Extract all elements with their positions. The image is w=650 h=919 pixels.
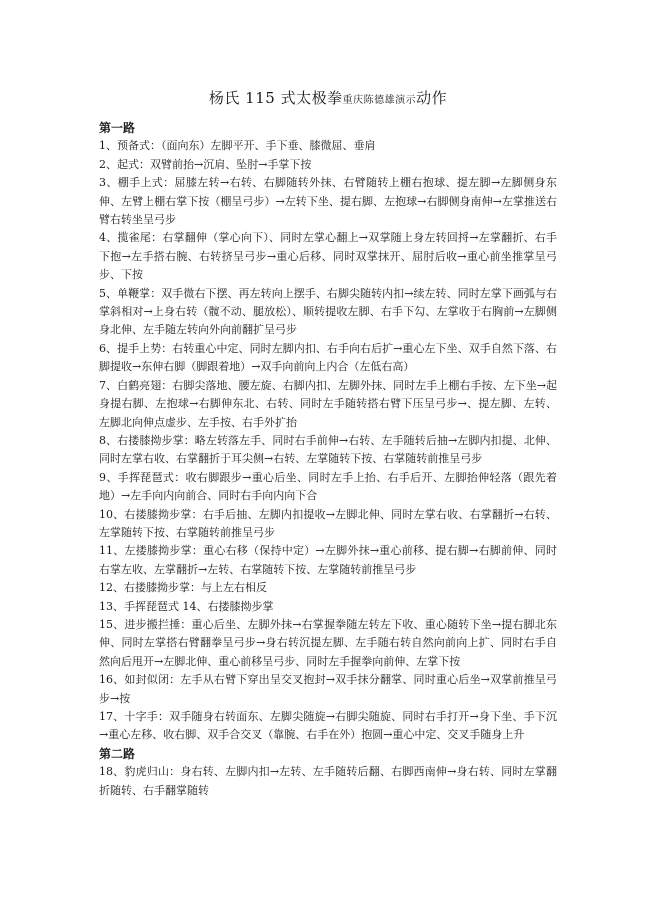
document-title [99,88,557,111]
list-item: 12、右搂膝拗步掌：与上左右相反 [99,581,267,595]
list-item: 6、提手上势：右转重心中定、同时左脚内扣、右手向右后扩→重心左下坐、双手自然下落、右脚提收→东伸右脚（脚跟着地）→双手向前向上内合（左低右高） [99,341,557,374]
list-item: 2、起式：双臂前抬→沉肩、坠肘→手掌下按 [99,157,312,171]
list-item: 4、揽雀尾：右掌翻伸（掌心向下）、同时左掌心翻上→双掌随上身左转回捋→左掌翻折、右手下抱→左手搭右腕、右转挤呈弓步→重心后移、同时双掌抹开、屈肘后收→重心前坐推掌呈弓步、下按 [99,231,557,282]
list-item: 15、进步搬拦捶：重心后坐、左脚外抹→右掌握拳随左转左下收、重心随转下坐→提右脚北东伸、同时左掌搭右臂翻拳呈弓步→身右转沉提左脚、左手随右转自然向前向上扩、同时右手自然向后甩开→左脚北伸、重心前移呈弓步、同时左手握拳向前伸、左掌下按 [99,617,557,668]
list-item: 8、右搂膝拗步掌：略左转落左手、同时右手前伸→右转、左手随转后抽→左脚内扣提、北伸、同时左掌右收、右掌翻折于耳尖侧→右转、左掌随转下按、右掌随转前推呈弓步 [99,433,557,466]
list-item: 5、单鞭掌：双手微右下摆、再左转向上摆手、右脚尖随转内扣→续左转、同时左掌下画弧与右掌斜相对→上身右转（髋不动、腿放松）、顺转提收左脚、右手下勾、左掌收于右胸前→左脚侧身北伸、左手随左转向外向前翻扩呈弓步 [99,286,557,337]
section-heading: 第二路 [99,746,136,761]
list-item: 3、棚手上式：屈膝左转→右转、右脚随转外抹、右臂随转上棚右抱球、提左脚→左脚侧身东伸、左臂上棚右掌下按（棚呈弓步）→左转下坐、提右脚、左抱球→右脚侧身南伸→左掌推送右臂右转坐呈弓步 [99,176,557,227]
list-item: 11、左搂膝拗步掌：重心右移（保持中定）→左脚外抹→重心前移、提右脚→右脚前伸、同时右掌左收、左掌翻折→左转、右掌随转下按、左掌随转前推呈弓步 [99,544,557,576]
list-item: 10、右搂膝拗步掌：右手后抽、左脚内扣提收→左脚北伸、同时左掌右收、右掌翻折→右转、左掌随转下按、右掌随转前推呈弓步 [99,507,557,539]
section-heading: 第一路 [99,121,136,135]
section-2 [99,745,557,800]
list-item: 1、预备式：（面向东）左脚平开、手下垂、膝微屈、垂肩 [99,139,376,153]
list-item: 16、如封似闭：左手从右臂下穿出呈交叉抱封→双手抹分翻掌、同时重心后坐→双掌前推呈弓步→按 [99,673,557,705]
list-item: 18、豹虎归山：身右转、左脚内扣→左转、左手随转后翻、右脚西南伸→身右转、同时左掌翻折随转、右手翻掌随转 [99,765,557,797]
section-1 [99,119,557,745]
list-item: 9、手挥琵琶式：收右脚跟步→重心后坐、同时左手上抬、右手后开、左脚抬伸轻落（跟先着地）→左手向内向前合、同时右手向内向下合 [99,470,557,503]
list-item: 13、手挥琵琶式 14、右搂膝拗步掌 [99,599,274,613]
document-body [99,88,557,800]
list-item: 17、十字手：双手随身右转面东、左脚尖随旋→右脚尖随旋、同时右手打开→身下坐、手下沉→重心左移、收右脚、双手合交叉（靠腕、右手在外）抱圆→重心中定、交叉手随身上升 [99,710,557,742]
title-main: 杨氏 115 式太极拳 [208,89,343,107]
title-end: 动作 [416,89,448,107]
title-subtitle: 重庆陈德雄演示 [342,95,417,106]
list-item: 7、白鹤亮翅：右脚尖落地、腰左旋、右脚内扣、左脚外抹、同时左手上棚右手按、左下坐→起身提右脚、左抱球→右脚伸东北、右转、同时左手随转搭右臂下压呈弓步→、提左脚、左转、左脚北向伸点虚步、左手按、右手外扩抬 [99,378,557,429]
